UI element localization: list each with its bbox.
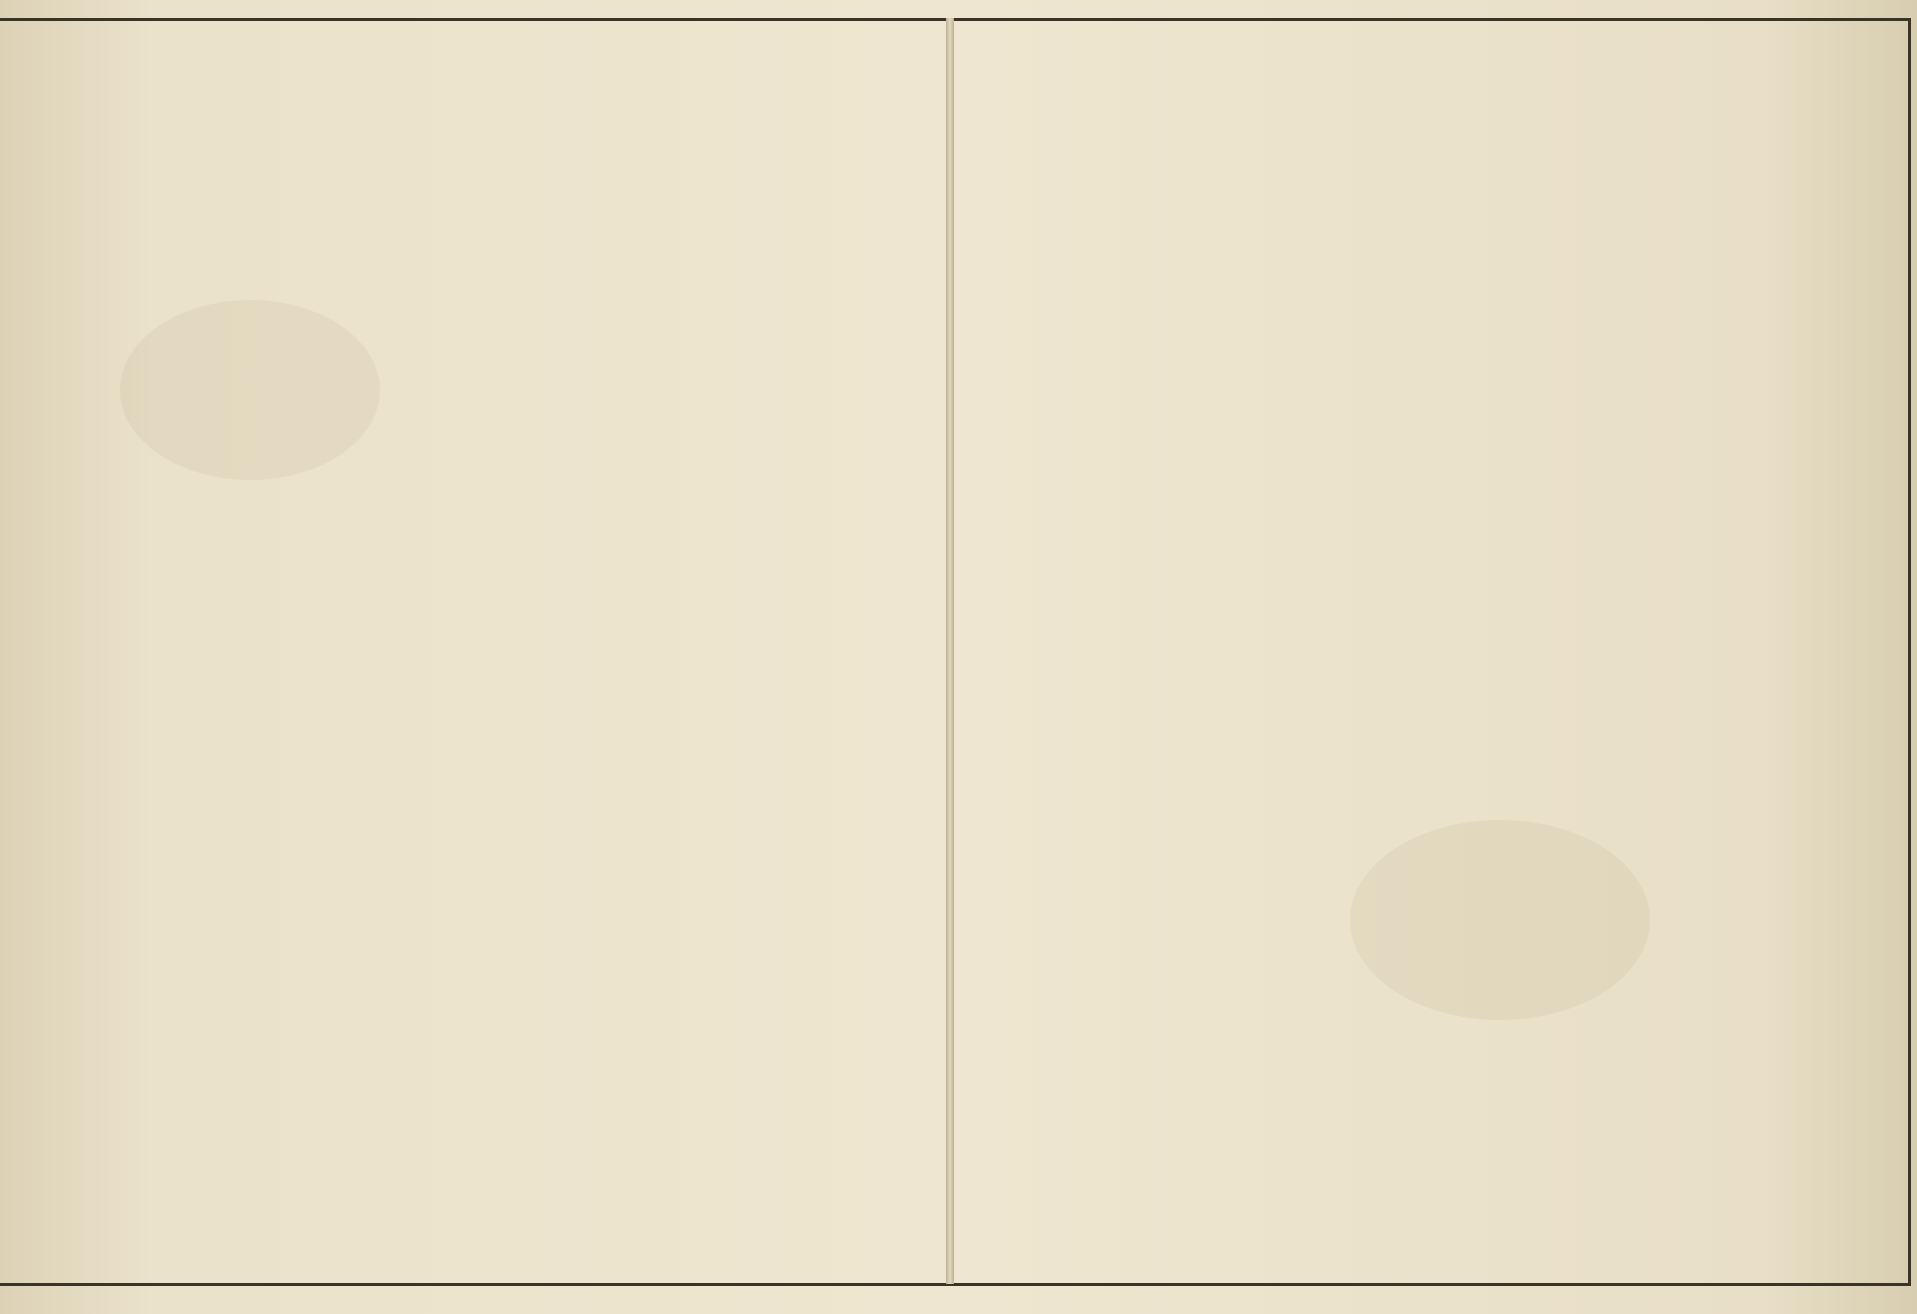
left-page-columns <box>41 22 939 1276</box>
right-page-columns <box>962 22 1897 1276</box>
text-column <box>161 22 219 1268</box>
text-column <box>881 22 939 1268</box>
text-column <box>1119 22 1177 1268</box>
text-column <box>1659 22 1717 1268</box>
text-column <box>521 22 579 1268</box>
text-column <box>101 22 159 1268</box>
entry-heading <box>821 22 879 1268</box>
text-column <box>461 22 519 1268</box>
text-column <box>1479 22 1537 1268</box>
text-column <box>1839 22 1897 1268</box>
text-column <box>1539 22 1597 1268</box>
text-column <box>761 22 819 1268</box>
text-column <box>999 22 1057 1268</box>
text-column <box>41 22 99 1268</box>
text-column <box>1299 22 1357 1268</box>
text-column <box>221 22 279 1268</box>
text-column <box>281 22 339 1268</box>
right-page <box>962 22 1897 1276</box>
text-column <box>701 22 759 1268</box>
text-column <box>581 22 639 1268</box>
text-column <box>401 22 459 1268</box>
text-column <box>1239 22 1297 1268</box>
left-page <box>14 22 939 1276</box>
text-column <box>962 22 997 1268</box>
text-column <box>1059 22 1117 1268</box>
text-column <box>1779 22 1837 1268</box>
text-column <box>341 22 399 1268</box>
book-gutter <box>946 18 954 1284</box>
text-column <box>1419 22 1477 1268</box>
text-column <box>1599 22 1657 1268</box>
text-column <box>1179 22 1237 1268</box>
text-column <box>641 22 699 1268</box>
text-column <box>1359 22 1417 1268</box>
text-column <box>1719 22 1777 1268</box>
